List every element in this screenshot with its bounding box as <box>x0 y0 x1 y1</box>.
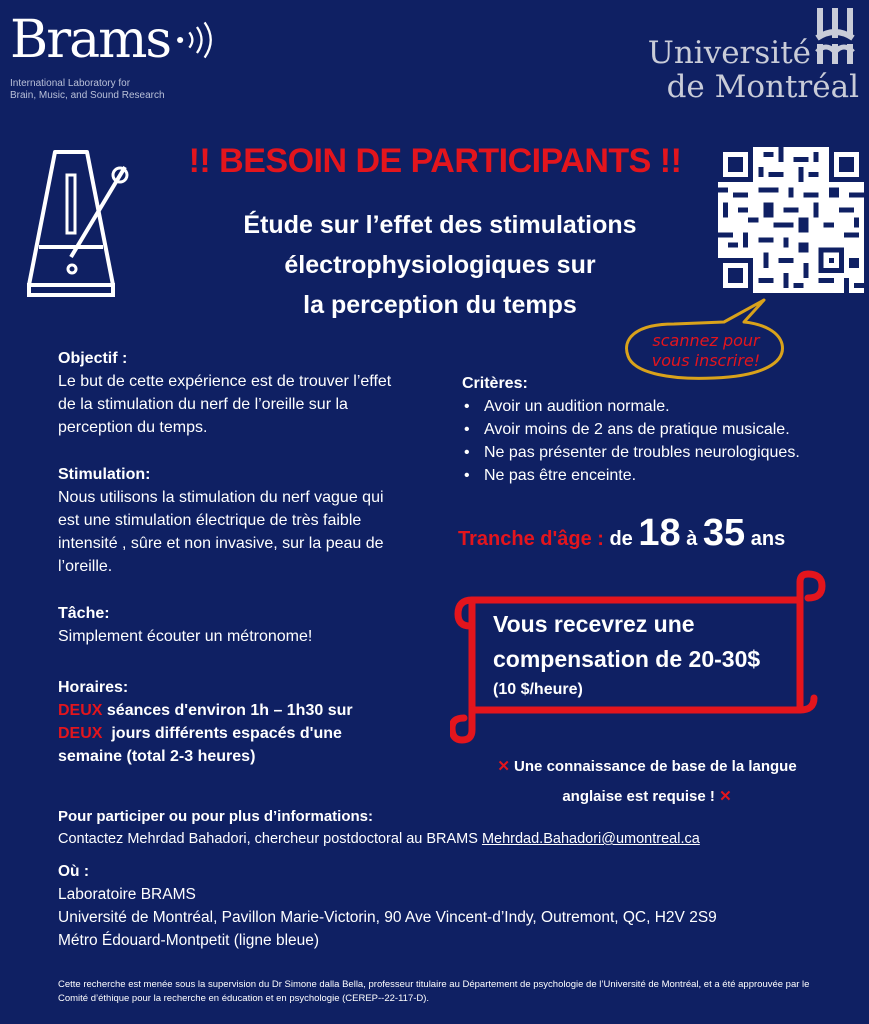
location-section <box>58 860 858 952</box>
objective-heading: Objectif : <box>58 350 128 367</box>
task-heading: Tâche: <box>58 605 110 622</box>
bubble-line-2: vous inscrire! <box>651 351 761 370</box>
age-max: 35 <box>702 512 746 554</box>
subtitle-line-3: la perception du temps <box>303 291 577 319</box>
contact-text: Contactez Mehrdad Bahadori, chercheur postdoctoral au BRAMS <box>58 831 482 847</box>
age-range <box>458 512 785 555</box>
stimulation-heading: Stimulation: <box>58 466 151 483</box>
contact-section <box>58 806 858 850</box>
brams-tagline-2: Brain, Music, and Sound Research <box>10 90 165 101</box>
schedule-section <box>58 676 418 768</box>
subtitle-line-1: Étude sur l’effet des stimulations <box>243 211 637 239</box>
location-heading: Où : <box>58 863 89 880</box>
schedule-heading: Horaires: <box>58 679 129 696</box>
age-label: Tranche d'âge : <box>458 528 610 550</box>
subtitle-line-2: électrophysiologiques sur <box>284 251 596 279</box>
bubble-line-1: scannez pour <box>652 331 760 350</box>
compensation-line-1: Vous recevrez une <box>493 611 695 637</box>
compensation-rate: (10 $/heure) <box>493 681 583 698</box>
udem-name-line-2: de Montréal <box>666 69 859 105</box>
criteria-section <box>462 372 862 487</box>
ethics-footer: Cette recherche est menée sous la supervision du Dr Simone dalla Bella, professeur titulaire au Département de psychologie de l’Université de Montréal, et a été approuvée par le Comité d’éthique pour la recherche en éducation et en psychologie (CEREP--22-117-D). <box>58 979 810 1004</box>
criteria-list <box>462 395 862 487</box>
brams-wordmark: Brams <box>10 10 171 70</box>
age-a: à <box>680 528 703 550</box>
compensation-text <box>493 607 813 703</box>
cross-icon: ✕ <box>497 758 510 775</box>
brams-tagline-1: International Laboratory for <box>10 78 131 89</box>
location-metro: Métro Édouard-Montpetit (ligne bleue) <box>58 932 320 949</box>
contact-email-link[interactable]: Mehrdad.Bahadori@umontreal.ca <box>481 831 700 847</box>
schedule-line-1-text: séances d'environ 1h – 1h30 sur <box>102 702 353 719</box>
page-title: !! BESOIN DE PARTICIPANTS !! <box>188 142 682 180</box>
language-line-2: anglaise est requise ! <box>562 788 720 805</box>
schedule-line-2 <box>58 722 418 745</box>
schedule-count-1: DEUX <box>58 702 103 719</box>
brams-logo <box>10 10 220 109</box>
stimulation-section <box>58 463 418 578</box>
schedule-count-2: DEUX <box>58 725 103 742</box>
language-requirement <box>462 752 832 812</box>
age-de: de <box>609 528 639 550</box>
compensation-line-2: compensation de 20-30$ <box>493 646 761 672</box>
location-address: Université de Montréal, Pavillon Marie-Victorin, 90 Ave Vincent-d’Indy, Outremont, QC, H2V 2S9 <box>58 909 717 926</box>
criteria-heading: Critères: <box>462 375 528 392</box>
udem-name-line-1: Université <box>647 35 811 71</box>
age-ans: ans <box>745 528 786 550</box>
objective-text: Le but de cette expérience est de trouver l’effet de la stimulation du nerf de l’oreille sur la perception du temps. <box>58 373 392 436</box>
schedule-line-3: semaine (total 2-3 heures) <box>58 748 256 765</box>
udem-logo <box>619 8 859 108</box>
list-item: • Avoir un audition normale. <box>462 395 862 418</box>
list-item: • Ne pas présenter de troubles neurologiques. <box>462 441 862 464</box>
schedule-line-2-text: jours différents espacés d'une <box>102 725 342 742</box>
contact-heading: Pour participer ou pour plus d’informations: <box>58 808 374 825</box>
language-line-1: Une connaissance de base de la langue <box>509 758 797 775</box>
sound-waves-icon <box>174 15 220 65</box>
study-subtitle <box>205 205 675 325</box>
age-min: 18 <box>638 512 681 554</box>
stimulation-text: Nous utilisons la stimulation du nerf vague qui est une stimulation électrique de très faible intensité , sûre et non invasive, sur la peau de l’oreille. <box>58 489 384 575</box>
list-item: • Avoir moins de 2 ans de pratique musicale. <box>462 418 862 441</box>
scan-speech-bubble <box>614 298 794 383</box>
objective-section <box>58 347 418 439</box>
qr-code[interactable] <box>718 147 864 293</box>
location-lab: Laboratoire BRAMS <box>58 886 196 903</box>
list-item: • Ne pas être enceinte. <box>462 464 862 487</box>
task-section <box>58 602 418 648</box>
schedule-line-1 <box>58 699 418 722</box>
task-text: Simplement écouter un métronome! <box>58 628 313 645</box>
cross-icon: ✕ <box>719 788 732 805</box>
metronome-icon <box>25 147 140 302</box>
